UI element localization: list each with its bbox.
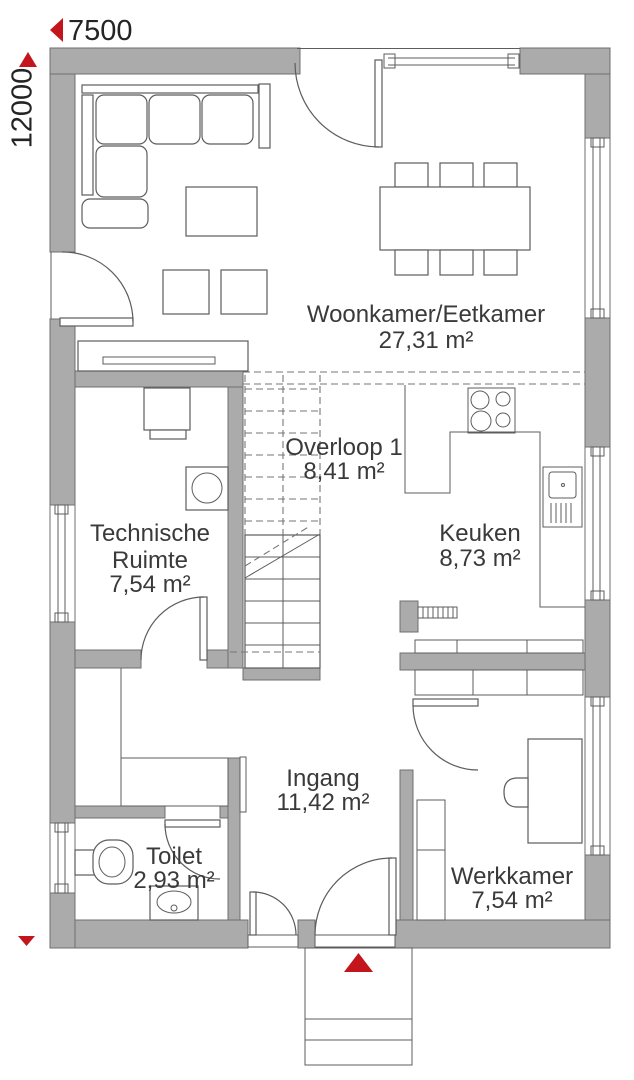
wall-bottom-pier <box>298 920 315 948</box>
dining-chair <box>395 163 428 187</box>
wall-toilet-right <box>228 758 240 920</box>
room-label-keuken: Keuken <box>439 520 521 547</box>
wall-right-mid2 <box>585 600 610 697</box>
room-area-ingang: 11,42 m² <box>276 789 370 816</box>
wall-toilet-top-left <box>75 806 165 818</box>
washing-machine <box>186 467 228 510</box>
dimension-arrow-up-icon <box>19 52 37 67</box>
wall-left-bottom <box>50 893 75 948</box>
wall-technical-bottom-right <box>207 650 228 668</box>
wall-right-mid1 <box>585 318 610 447</box>
wall-left-mid2 <box>50 622 75 823</box>
room-area-werkkamer: 7,54 m² <box>471 887 553 914</box>
dimension-arrow-left-icon <box>50 18 63 42</box>
coffee-table <box>186 187 257 236</box>
window-toilet-left <box>50 823 75 893</box>
window-werkkamer-right <box>585 697 610 855</box>
dining-table <box>380 187 530 250</box>
window-living-right <box>585 138 610 318</box>
kitchen-radiator <box>418 607 457 618</box>
window-living-top <box>297 49 520 69</box>
desk <box>528 739 582 843</box>
room-label-technische-2: Ruimte <box>111 547 189 574</box>
terrace-door <box>295 60 382 147</box>
dining-set <box>380 163 530 275</box>
room-area-woonkamer: 27,31 m² <box>378 327 474 354</box>
room-label-overloop: Overloop 1 <box>285 434 403 461</box>
desk-chair <box>504 778 528 807</box>
wall-left-upper <box>50 74 75 252</box>
wall-technical-bottom-left <box>75 650 141 668</box>
room-area-toilet: 2,93 m² <box>133 867 215 894</box>
room-area-keuken: 8,73 m² <box>439 545 521 572</box>
wall-top-right <box>520 48 610 74</box>
entrance-threshold-main <box>315 935 395 947</box>
wall-living-divider <box>75 371 243 387</box>
dining-chair <box>395 250 428 275</box>
werkkamer-cabinets <box>415 670 583 695</box>
dining-chair <box>440 163 473 187</box>
wall-left-mid1 <box>50 319 75 505</box>
storage-door <box>250 892 296 935</box>
height-dimension-label: 12000 <box>6 67 39 149</box>
room-label-ingang: Ingang <box>286 765 360 792</box>
kitchen-bench <box>415 640 583 653</box>
sideboard <box>78 341 248 371</box>
wall-toilet-top-right <box>220 806 228 818</box>
hall-wardrobe <box>121 668 246 812</box>
room-area-overloop: 8,41 m² <box>303 458 385 485</box>
wall-ingang-werkkamer <box>400 770 413 920</box>
room-label-woonkamer: Woonkamer/Eetkamer <box>306 301 546 328</box>
wall-right-corner <box>585 74 610 138</box>
entrance-marker-icon <box>344 953 373 972</box>
window-technical-left <box>50 505 75 622</box>
hall-radiator <box>240 757 246 812</box>
wall-bottom-right <box>395 920 610 948</box>
room-label-toilet: Toilet <box>145 843 203 870</box>
werkkamer-door <box>413 699 478 770</box>
dining-chair <box>440 250 473 275</box>
width-dimension-label: 7500 <box>68 15 133 47</box>
side-door-left <box>60 252 133 326</box>
technical-room-door <box>141 597 207 660</box>
pouf-left <box>163 270 209 314</box>
staircase <box>245 375 320 668</box>
toilet-fixture <box>75 840 133 884</box>
dimension-arrow-down-icon <box>18 936 35 946</box>
room-label-werkkamer: Werkkamer <box>450 863 574 890</box>
wall-kitchen-werkkamer <box>400 653 585 670</box>
entrance-threshold-small <box>248 935 298 947</box>
pouf-right <box>221 270 267 314</box>
wall-bottom-left <box>75 920 248 948</box>
wall-technical-right <box>228 387 243 668</box>
kitchen-sink <box>543 467 582 527</box>
wall-kitchen-stub <box>400 601 418 632</box>
room-label-technische-1: Technische <box>89 520 211 547</box>
front-door <box>315 858 396 935</box>
wall-top-left <box>50 48 300 74</box>
kitchen-counter <box>405 385 585 653</box>
dining-chair <box>484 250 517 275</box>
dining-chair <box>484 163 517 187</box>
boiler-unit <box>144 388 190 439</box>
werkkamer-side-cabinet <box>417 800 445 920</box>
room-area-technische: 7,54 m² <box>109 571 191 598</box>
wall-under-stairs <box>243 668 320 680</box>
window-kitchen-right <box>585 447 610 600</box>
